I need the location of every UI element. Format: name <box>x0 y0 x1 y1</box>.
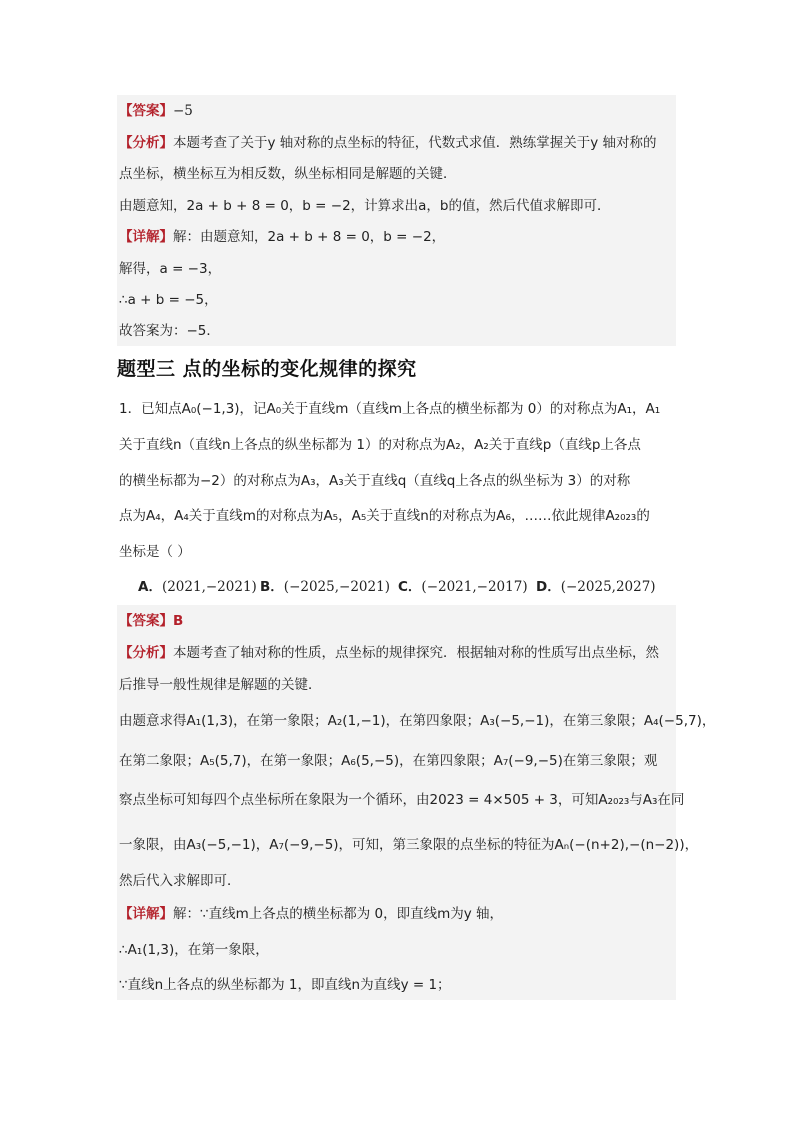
analysis-tag: 【分析】 <box>119 645 173 661</box>
analysis-line: 一象限，由A₃(−5,−1)，A₇(−9,−5)，可知，第三象限的点坐标的特征为Aₙ(−(n+2),−(n−2))， <box>119 837 699 853</box>
answer-tag: 【答案】 <box>119 613 173 629</box>
analysis-line: 然后代入求解即可． <box>119 873 241 889</box>
analysis-line: 点坐标，横坐标互为相反数，纵坐标相同是解题的关键． <box>119 166 457 182</box>
analysis-text: 本题考查了轴对称的性质，点坐标的规律探究．根据轴对称的性质写出点坐标，然 <box>173 645 659 661</box>
analysis-line: 后推导一般性规律是解题的关键． <box>119 677 322 693</box>
answer-value: −5 <box>173 103 193 119</box>
choice-letter: C． <box>398 579 422 595</box>
section-heading: 题型三 点的坐标的变化规律的探究 <box>117 358 417 380</box>
detail-line: ∴a + b = −5， <box>119 292 218 308</box>
analysis-line: 在第二象限；A₅(5,7)，在第一象限；A₆(5,−5)，在第四象限；A₇(−9,−5)在第三象限；观 <box>119 753 658 769</box>
detail-tag: 【详解】 <box>119 229 173 245</box>
detail-text: 解：∵直线m上各点的横坐标都为 0，即直线m为y 轴， <box>173 906 504 922</box>
detail-line: ∵直线n上各点的纵坐标都为 1，即直线n为直线y = 1； <box>119 977 451 993</box>
question-line: 关于直线n（直线n上各点的纵坐标都为 1）的对称点为A₂，A₂关于直线p（直线p上各点 <box>119 437 641 453</box>
choice-value: (2021,−2021) <box>161 579 257 595</box>
choice-letter: B． <box>260 579 284 595</box>
detail-line <box>119 905 503 923</box>
analysis-line: 由题意求得A₁(1,3)，在第一象限；A₂(1,−1)，在第四象限；A₃(−5,−1)，在第三象限；A₄(−5,7)， <box>119 713 716 729</box>
answer-line-1 <box>119 102 193 120</box>
choice-value: (−2021,−2017) <box>421 579 528 595</box>
choice-a[interactable] <box>138 575 257 595</box>
analysis-line <box>119 134 657 152</box>
detail-line: 故答案为：−5． <box>119 323 220 339</box>
answer-line-2 <box>119 612 183 630</box>
detail-tag: 【详解】 <box>119 906 173 922</box>
detail-line <box>119 228 445 246</box>
choice-letter: A． <box>138 579 162 595</box>
question-line: 1．已知点A₀(−1,3)，记A₀关于直线m（直线m上各点的横坐标都为 0）的对称点为A₁，A₁ <box>119 401 661 417</box>
question-line: 坐标是（ ） <box>119 544 191 560</box>
answer-tag: 【答案】 <box>119 103 173 119</box>
choice-d[interactable] <box>536 575 656 595</box>
detail-text: 解：由题意知，2a + b + 8 = 0，b = −2， <box>173 229 446 245</box>
analysis-text: 本题考查了关于y 轴对称的点坐标的特征，代数式求值．熟练掌握关于y 轴对称的 <box>173 135 657 151</box>
choice-letter: D． <box>536 579 561 595</box>
choice-value: (−2025,−2021) <box>283 579 390 595</box>
analysis-line <box>119 644 659 662</box>
detail-line: ∴A₁(1,3)，在第一象限， <box>119 942 269 958</box>
analysis-line: 察点坐标可知每四个点坐标所在象限为一个循环，由2023 = 4×505 + 3，可知A₂₀₂₃与A₃在同 <box>119 792 685 808</box>
choice-value: (−2025,2027) <box>560 579 656 595</box>
answer-value: B <box>173 613 184 629</box>
analysis-tag: 【分析】 <box>119 135 173 151</box>
choice-c[interactable] <box>398 575 528 595</box>
question-line: 点为A₄，A₄关于直线m的对称点为A₅，A₅关于直线n的对称点为A₆，……依此规律A₂₀₂₃的 <box>119 508 650 524</box>
detail-line: 解得，a = −3， <box>119 261 222 277</box>
choice-b[interactable] <box>260 575 390 595</box>
analysis-line: 由题意知，2a + b + 8 = 0，b = −2，计算求出a，b的值，然后代值求解即可． <box>119 198 611 214</box>
question-line: 的横坐标都为−2）的对称点为A₃，A₃关于直线q（直线q上各点的纵坐标为 3）的对称 <box>119 473 631 489</box>
